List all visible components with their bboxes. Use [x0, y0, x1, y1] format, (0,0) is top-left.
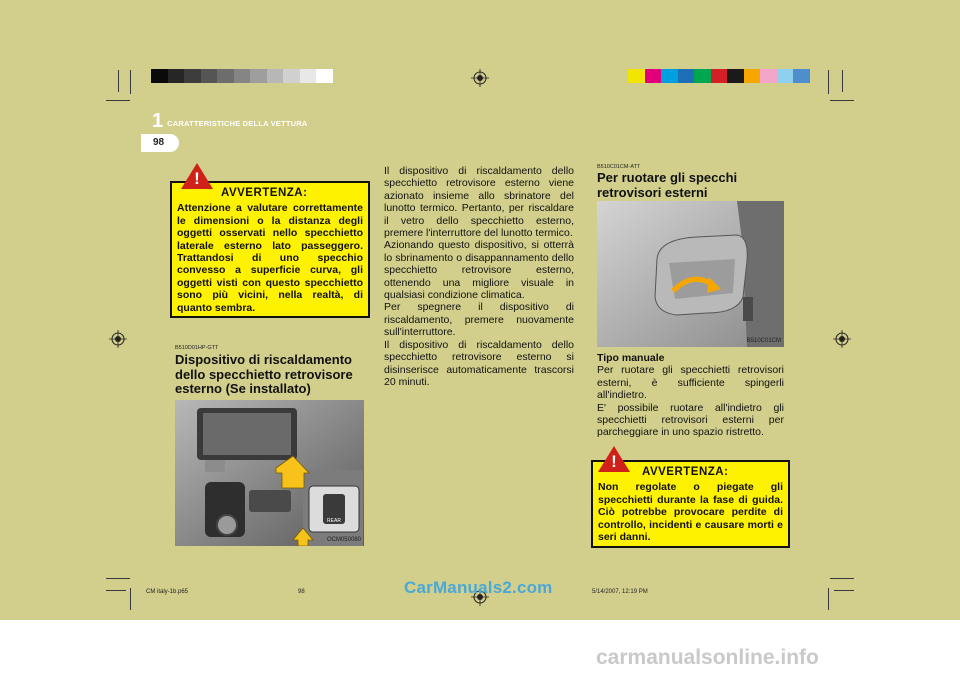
color-calibration-bar [628, 69, 810, 83]
section-code: B510D01HP-GTT [175, 345, 219, 351]
crop-mark [828, 70, 829, 94]
calibration-swatch [744, 69, 761, 83]
calibration-swatch [300, 69, 317, 83]
fold-description [597, 352, 784, 439]
calibration-swatch [628, 69, 645, 83]
calibration-swatch [184, 69, 201, 83]
warning-text: Non regolate o piegate gli specchietti durante la fase di guida. Ciò potrebbe provocare perdite di controllo, incidenti e causare morti e seri danni. [598, 481, 783, 544]
exclamation-icon: ! [194, 169, 200, 188]
paragraph: Per ruotare gli specchietti retrovisori esterni, è sufficiente spingerli all'indietro. [597, 364, 784, 402]
calibration-swatch [201, 69, 218, 83]
side-mirror-photo [597, 201, 784, 347]
crop-mark [830, 578, 854, 579]
crop-mark [834, 590, 854, 591]
crop-mark [130, 588, 131, 610]
crop-mark [118, 70, 119, 92]
calibration-swatch [777, 69, 794, 83]
chapter-number: 1 [152, 110, 164, 132]
chapter-title: CARATTERISTICHE DELLA VETTURA [167, 119, 308, 128]
crop-mark [106, 578, 130, 579]
calibration-swatch [283, 69, 300, 83]
defrost-description [384, 165, 574, 388]
paragraph: Il dispositivo di riscaldamento dello specchietto retrovisore esterno viene azionato insieme allo sbrinatore del lunotto termico. Pertanto, per riscaldare il vetro dello specchietto esterno, premere l'interruttore del lunotto termico. [384, 165, 574, 240]
crop-mark [106, 590, 126, 591]
calibration-swatch [678, 69, 695, 83]
photo-caption: OCM050080 [326, 537, 361, 543]
paragraph: Per spegnere il dispositivo di riscaldamento, premere nuovamente sull'interruttore. [384, 301, 574, 339]
watermark-carmanuals[interactable]: CarManuals2.com [404, 578, 553, 597]
calibration-swatch [661, 69, 678, 83]
mirror-illustration [597, 201, 784, 347]
calibration-swatch [267, 69, 284, 83]
photo-caption: B510C01CM [746, 338, 781, 344]
warning-text: Attenzione a valutare correttamente le dimensioni o la distanza degli oggetti osservati nello specchietto laterale esterno lato passeggero. Trattandosi di uno specchio convesso a superficie curva, gli oggetti visti con questo specchietto sono più vicini, nella realtà, di quanto sembra. [177, 202, 363, 314]
section-code: B510C01CM-ATT [597, 164, 641, 170]
calibration-swatch [316, 69, 333, 83]
warning-box-no-adjust-while-driving [591, 460, 790, 548]
registration-target-icon [471, 69, 489, 87]
calibration-swatch [151, 69, 168, 83]
crop-mark [842, 70, 843, 92]
calibration-swatch [711, 69, 728, 83]
rear-button-label: REAR [327, 518, 341, 524]
paragraph: Azionando questo dispositivo, si otterrà lo sbrinamento o disappannamento dello specchietto retrovisore esterno, ottenendo una migliore visuale in qualsiasi condizione climatica. [384, 239, 574, 302]
calibration-swatch [645, 69, 662, 83]
crop-mark [130, 70, 131, 94]
calibration-swatch [694, 69, 711, 83]
exclamation-icon: ! [611, 452, 617, 471]
calibration-swatch [727, 69, 744, 83]
grey-calibration-bar [151, 69, 333, 83]
warning-box-mirror-distance [170, 181, 370, 318]
dashboard-defrost-photo [175, 400, 364, 546]
calibration-swatch [168, 69, 185, 83]
section-heading: Dispositivo di riscaldamento dello specchietto retrovisore esterno (Se installato) [175, 352, 353, 396]
paragraph: E' possibile ruotare all'indietro gli specchietti retrovisori esterni per parcheggiare in uno spazio ristretto. [597, 401, 784, 439]
section-heading: Per ruotare gli specchi retrovisori esterni [597, 170, 738, 200]
crop-mark [830, 100, 854, 101]
calibration-swatch [217, 69, 234, 83]
registration-target-icon [109, 330, 127, 348]
footer-datetime: 5/14/2007, 12:19 PM [592, 589, 648, 595]
watermark-carmanualsonline[interactable]: carmanualsonline.info [596, 646, 819, 669]
dashboard-illustration [175, 400, 364, 546]
calibration-swatch [793, 69, 810, 83]
warning-title: AVVERTENZA: [221, 187, 308, 199]
crop-mark [828, 588, 829, 610]
footer-file: CM italy-1b.p65 [146, 589, 189, 595]
subheading-manual-type: Tipo manuale [597, 352, 665, 364]
calibration-swatch [234, 69, 251, 83]
calibration-swatch [250, 69, 267, 83]
chapter-header [152, 111, 308, 131]
crop-mark [106, 100, 130, 101]
calibration-swatch [760, 69, 777, 83]
footer-page: 98 [298, 589, 305, 595]
page-number: 98 [153, 137, 165, 148]
paragraph: Il dispositivo di riscaldamento dello specchietto retrovisore esterno si disinserisce automaticamente trascorsi 20 minuti. [384, 338, 574, 388]
registration-target-icon [833, 330, 851, 348]
warning-title: AVVERTENZA: [642, 466, 729, 478]
